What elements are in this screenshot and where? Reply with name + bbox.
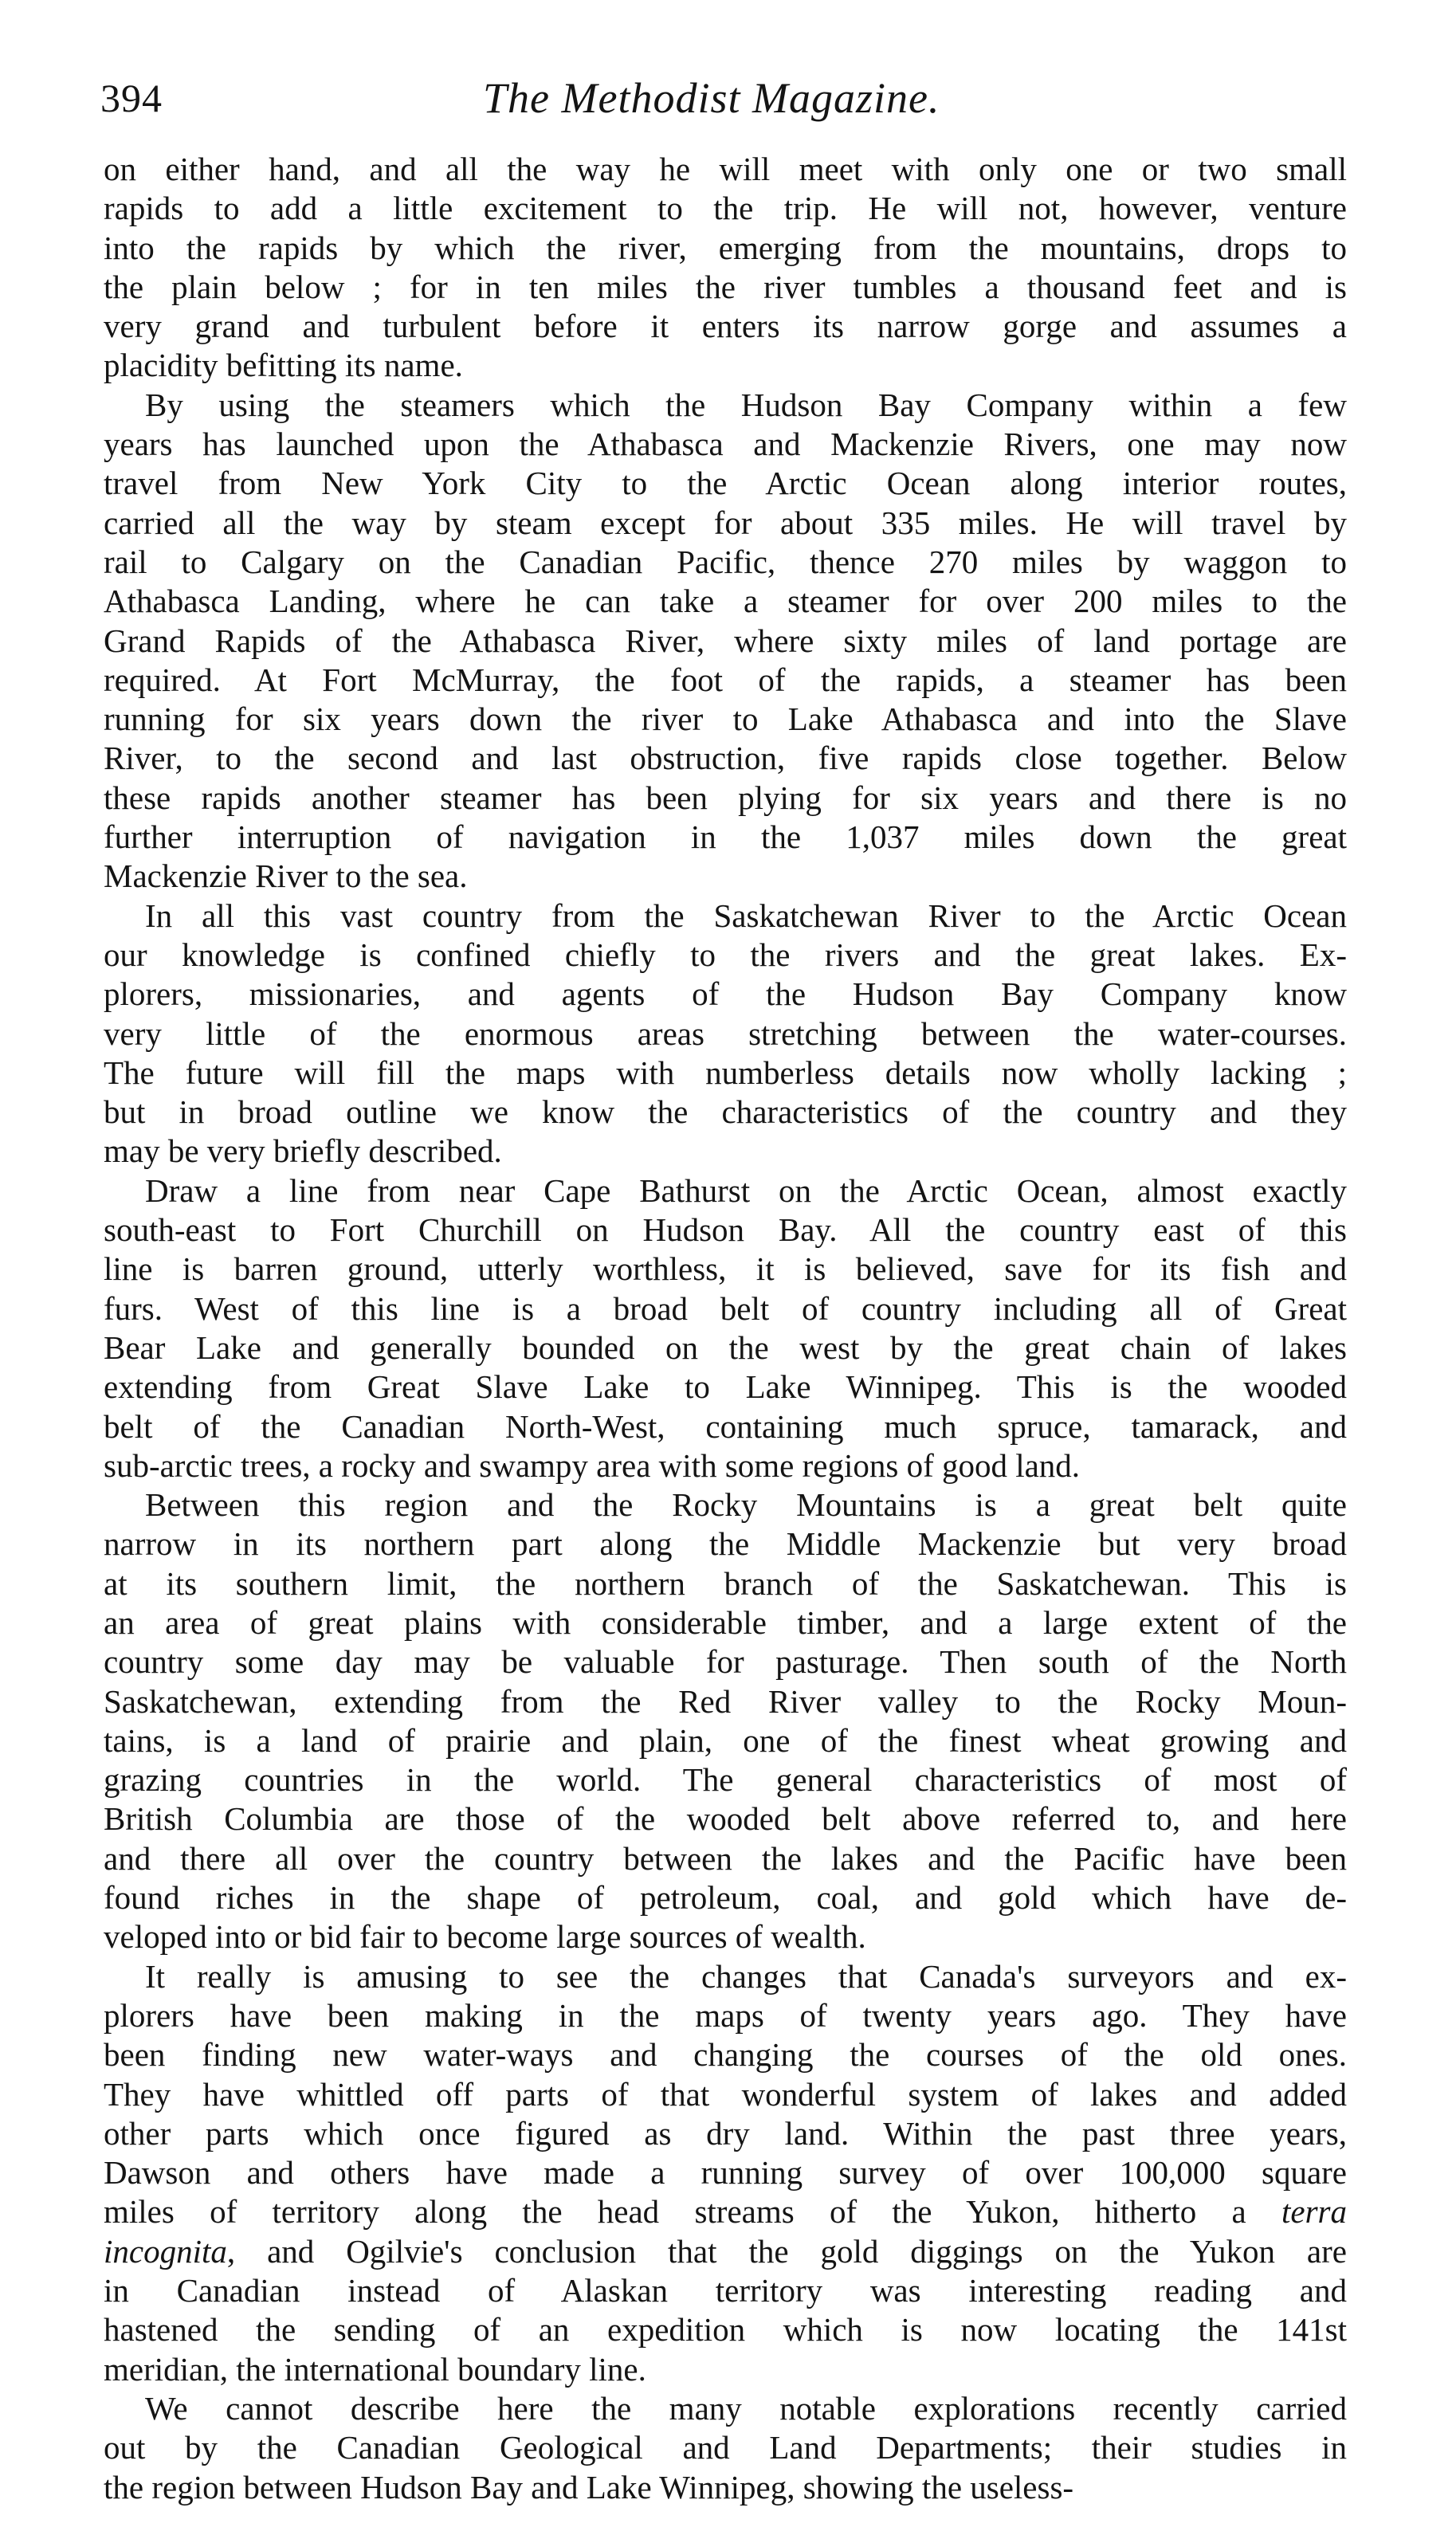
text-line: been finding new water-ways and changing the courses of the old ones. bbox=[104, 2036, 1347, 2074]
text-line: narrow in its northern part along the Middle Mackenzie but very broad bbox=[104, 1525, 1347, 1563]
article-body bbox=[104, 150, 1347, 2507]
text-line: line is barren ground, utterly worthless, it is believed, save for its fish and bbox=[104, 1250, 1347, 1288]
text-line: rail to Calgary on the Canadian Pacific, thence 270 miles by waggon to bbox=[104, 543, 1347, 580]
paragraph bbox=[104, 897, 1347, 1171]
text-line: an area of great plains with considerable timber, and a large extent of the bbox=[104, 1603, 1347, 1641]
text-line: They have whittled off parts of that wonderful system of lakes and added bbox=[104, 2075, 1347, 2113]
text-line: In all this vast country from the Saskatchewan River to the Arctic Ocean bbox=[145, 897, 1347, 934]
text-line: but in broad outline we know the characteristics of the country and they bbox=[104, 1093, 1347, 1131]
text-line: Athabasca Landing, where he can take a steamer for over 200 miles to the bbox=[104, 583, 1347, 620]
text-line bbox=[104, 2192, 1347, 2231]
text-line: plorers, missionaries, and agents of the Hudson Bay Company know bbox=[104, 975, 1347, 1013]
text-line: travel from New York City to the Arctic Ocean along interior routes, bbox=[104, 465, 1347, 502]
paragraph bbox=[104, 150, 1347, 386]
text-line: River, to the second and last obstruction, five rapids close together. Below bbox=[104, 740, 1347, 777]
text-line: years has launched upon the Athabasca and Mackenzie Rivers, one may now bbox=[104, 426, 1347, 463]
text-line: veloped into or bid fair to become large sources of wealth. bbox=[104, 1918, 866, 1956]
text-line: very little of the enormous areas stretching between the water-courses. bbox=[104, 1014, 1347, 1052]
text-line: hastened the sending of an expedition which is now locating the 141st bbox=[104, 2311, 1347, 2349]
text-line: and there all over the country between the lakes and the Pacific have been bbox=[104, 1839, 1347, 1877]
italic-phrase: incognita bbox=[104, 2232, 227, 2270]
text-line: country some day may be valuable for pasturage. Then south of the North bbox=[104, 1643, 1347, 1681]
paragraph bbox=[104, 1957, 1347, 2389]
text-line: sub-arctic trees, a rocky and swampy area with some regions of good land. bbox=[104, 1446, 1081, 1484]
text-line: the region between Hudson Bay and Lake Winnipeg, showing the useless- bbox=[104, 2468, 1074, 2506]
text-line: carried all the way by steam except for about 335 miles. He will travel by bbox=[104, 504, 1347, 541]
text-line: our knowledge is confined chiefly to the rivers and the great lakes. Ex- bbox=[104, 936, 1347, 973]
text-line: The future will fill the maps with numberless details now wholly lacking ; bbox=[104, 1054, 1347, 1091]
text-line: on either hand, and all the way he will meet with only one or two small bbox=[104, 151, 1347, 187]
text-line: tains, is a land of prairie and plain, one of the finest wheat growing and bbox=[104, 1721, 1347, 1759]
text-line: very grand and turbulent before it enters its narrow gorge and assumes a bbox=[104, 308, 1347, 345]
text-line bbox=[104, 2232, 1347, 2271]
text-line: Dawson and others have made a running survey of over 100,000 square bbox=[104, 2154, 1347, 2192]
text-line: into the rapids by which the river, emerging from the mountains, drops to bbox=[104, 229, 1347, 266]
text-line: these rapids another steamer has been plying for six years and there is no bbox=[104, 779, 1347, 816]
magazine-title: The Methodist Magazine. bbox=[483, 74, 940, 122]
text-line: grazing countries in the world. The general characteristics of most of bbox=[104, 1761, 1347, 1799]
text-line: British Columbia are those of the wooded belt above referred to, and here bbox=[104, 1800, 1347, 1838]
text-line: By using the steamers which the Hudson Bay Company within a few bbox=[145, 386, 1347, 423]
text-line: Grand Rapids of the Athabasca River, where sixty miles of land portage are bbox=[104, 622, 1347, 659]
text-segment: miles of territory along the head streams of the Yukon, hitherto a bbox=[104, 2193, 1281, 2231]
text-line: Between this region and the Rocky Mountains is a great belt quite bbox=[145, 1486, 1347, 1524]
paragraph bbox=[104, 386, 1347, 897]
text-line: south-east to Fort Churchill on Hudson Bay. All the country east of this bbox=[104, 1211, 1347, 1249]
text-line: may be very briefly described. bbox=[104, 1132, 502, 1170]
text-line: in Canadian instead of Alaskan territory was interesting reading and bbox=[104, 2272, 1347, 2309]
text-line: at its southern limit, the northern branch of the Saskatchewan. This is bbox=[104, 1564, 1347, 1602]
text-line: Saskatchewan, extending from the Red River valley to the Rocky Moun- bbox=[104, 1682, 1347, 1720]
running-head bbox=[100, 70, 1344, 134]
text-line: It really is amusing to see the changes that Canada's surveyors and ex- bbox=[145, 1957, 1347, 1995]
text-line: further interruption of navigation in the 1,037 miles down the great bbox=[104, 818, 1347, 856]
text-line: extending from Great Slave Lake to Lake Winnipeg. This is the wooded bbox=[104, 1368, 1347, 1406]
text-line: Mackenzie River to the sea. bbox=[104, 857, 468, 895]
paragraph bbox=[104, 1485, 1347, 1957]
text-line: We cannot describe here the many notable explorations recently carried bbox=[145, 2389, 1347, 2427]
text-line: furs. West of this line is a broad belt of country including all of Great bbox=[104, 1289, 1347, 1327]
text-line: belt of the Canadian North-West, containing much spruce, tamarack, and bbox=[104, 1407, 1347, 1445]
text-line: meridian, the international boundary line. bbox=[104, 2350, 646, 2388]
text-line: placidity befitting its name. bbox=[104, 347, 463, 384]
text-line: found riches in the shape of petroleum, coal, and gold which have de- bbox=[104, 1879, 1347, 1917]
text-line: the plain below ; for in ten miles the river tumbles a thousand feet and is bbox=[104, 268, 1347, 305]
text-line: plorers have been making in the maps of twenty years ago. They have bbox=[104, 1996, 1347, 2034]
text-line: Draw a line from near Cape Bathurst on the Arctic Ocean, almost exactly bbox=[145, 1171, 1347, 1209]
text-line: required. At Fort McMurray, the foot of the rapids, a steamer has been bbox=[104, 661, 1347, 698]
paragraph bbox=[104, 1171, 1347, 1485]
text-line: Bear Lake and generally bounded on the west by the great chain of lakes bbox=[104, 1328, 1347, 1366]
text-segment: , and Ogilvie's conclusion that the gold diggings on the Yukon are bbox=[226, 2232, 1347, 2270]
text-line: out by the Canadian Geological and Land Departments; their studies in bbox=[104, 2429, 1347, 2466]
page-number: 394 bbox=[100, 76, 163, 120]
italic-phrase: terra bbox=[1281, 2193, 1347, 2231]
text-line: running for six years down the river to Lake Athabasca and into the Slave bbox=[104, 700, 1347, 738]
text-line: rapids to add a little excitement to the trip. He will not, however, venture bbox=[104, 190, 1347, 227]
paragraph bbox=[104, 2389, 1347, 2507]
text-line: other parts which once figured as dry land. Within the past three years, bbox=[104, 2114, 1347, 2152]
